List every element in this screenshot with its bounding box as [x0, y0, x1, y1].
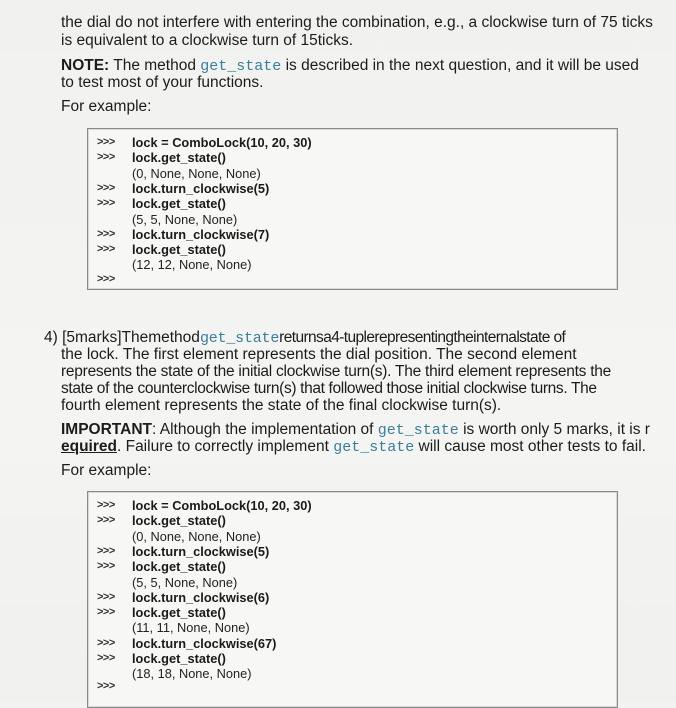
code-input-line: lock.turn_clockwise(5): [132, 180, 270, 196]
important-text-1: : Although the implementation of: [151, 421, 378, 438]
code-input-line: lock.get_state(): [132, 559, 226, 575]
code-input-line: lock.turn_clockwise(7): [132, 226, 270, 242]
code-input-line: lock.get_state(): [132, 242, 226, 258]
code-output-line: (0, None, None, None): [132, 165, 261, 181]
code-input-line: lock = ComboLock(10, 20, 30): [132, 498, 312, 513]
code-input-line: lock.get_state(): [132, 196, 226, 212]
code-prompt: >>>: [97, 181, 115, 194]
important-text-3: . Failure to correctly implement: [116, 438, 334, 455]
code-output-line: (11, 11, None, None): [132, 620, 250, 636]
code-prompt: >>>: [97, 606, 115, 619]
important-line-1: [61, 421, 650, 439]
code-output-line: (12, 12, None, None): [132, 257, 252, 273]
final-prompt: >>>: [97, 680, 115, 692]
code-prompt: >>>: [97, 636, 115, 649]
important-code-2: get_state: [333, 439, 415, 456]
code-prompt: >>>: [97, 590, 115, 603]
question-4-line-1: [44, 329, 565, 347]
code-prompt: >>>: [97, 151, 115, 164]
code-prompt: >>>: [97, 560, 115, 573]
code-output-line: (5, 5, None, None): [132, 211, 238, 227]
code-input-line: lock = ComboLock(10, 20, 30): [132, 135, 312, 150]
code-example-2: [87, 491, 618, 708]
code-prompt: >>>: [97, 197, 115, 210]
note-label: NOTE:: [61, 57, 110, 74]
note-paragraph: [61, 57, 639, 75]
code-prompt: >>>: [97, 514, 115, 527]
note-text-2: is described in the next question, and it will be used: [281, 57, 639, 74]
code-input-line: lock.turn_clockwise(5): [132, 543, 270, 559]
question-4-line-3: represents the state of the initial clockwise turn(s). The third element represents the: [61, 363, 612, 380]
intro-line-1: the dial do not interfere with entering the combination, e.g., a clockwise turn of 75 ticks: [61, 14, 653, 31]
code-output-line: (5, 5, None, None): [132, 574, 238, 590]
code-input-line: lock.get_state(): [132, 150, 226, 166]
question-4-code: get_state: [199, 330, 280, 347]
example-label-2: For example:: [61, 462, 152, 479]
code-input-line: lock.turn_clockwise(67): [132, 635, 277, 651]
question-4-lead-rest: returnsa4-tuplerepresentingtheinternalstate of: [279, 329, 566, 346]
important-line-2: [61, 438, 646, 456]
intro-line-2: is equivalent to a clockwise turn of 15ticks.: [61, 32, 354, 49]
question-4-line-2: the lock. The first element represents the dial position. The second element: [61, 346, 577, 363]
code-prompt: >>>: [97, 499, 115, 511]
question-4-line-5: fourth element represents the state of the final clockwise turn(s).: [61, 397, 502, 414]
important-code: get_state: [377, 422, 459, 439]
question-4-line-4: state of the counterclockwise turn(s) that followed those initial clockwise turns. The: [61, 380, 597, 397]
question-4-lead: 4) [5marks]Themethod: [44, 329, 200, 346]
code-prompt: >>>: [97, 243, 115, 256]
code-input-line: lock.turn_clockwise(6): [132, 589, 270, 605]
required-word: equired: [61, 438, 117, 455]
important-label: IMPORTANT: [61, 421, 152, 438]
code-example-1: [87, 128, 618, 290]
important-text-2: is worth only 5 marks, it is r: [458, 421, 650, 438]
code-input-line: lock.get_state(): [132, 513, 226, 529]
code-prompt: >>>: [97, 227, 115, 240]
code-output-line: (18, 18, None, None): [132, 666, 252, 682]
note-text-1: The method: [109, 57, 201, 74]
code-input-line: lock.get_state(): [132, 651, 226, 666]
code-output-line: (0, None, None, None): [132, 528, 261, 544]
final-prompt: >>>: [97, 273, 115, 285]
code-prompt: >>>: [97, 136, 115, 148]
example-label-1: For example:: [61, 98, 152, 115]
code-input-line: lock.get_state(): [132, 605, 226, 621]
code-prompt: >>>: [97, 652, 115, 664]
note-code: get_state: [200, 58, 282, 75]
important-text-4: will cause most other tests to fail.: [414, 438, 646, 455]
code-prompt: >>>: [97, 544, 115, 557]
note-line-2: to test most of your functions.: [61, 74, 264, 91]
